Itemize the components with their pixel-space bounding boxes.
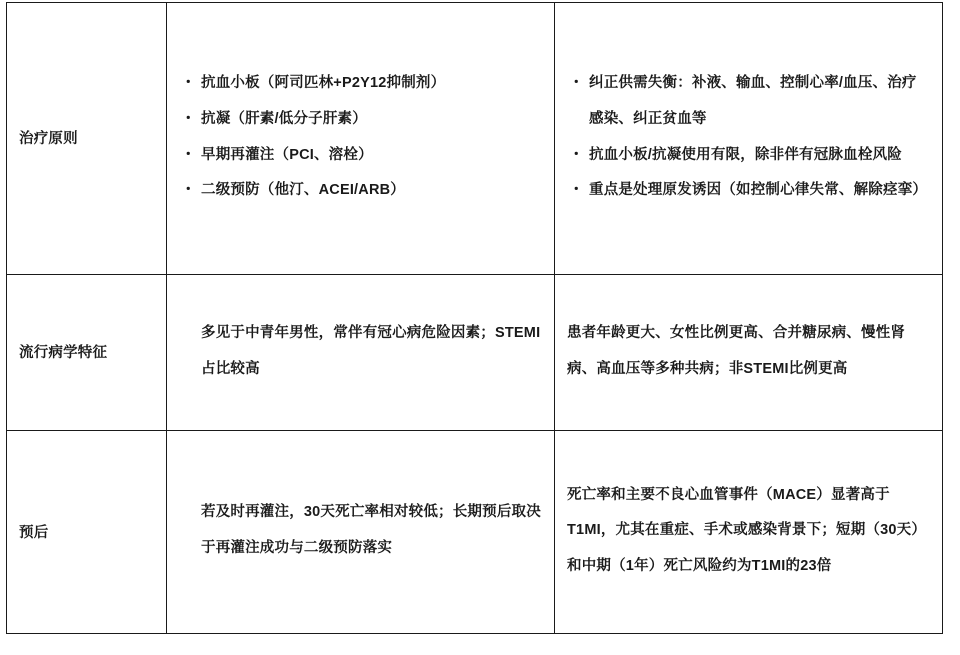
table-row xyxy=(7,275,943,431)
bullet-icon: ・ xyxy=(181,110,196,127)
list-item-text: 抗血小板（阿司匹林+P2Y12抑制剂） xyxy=(201,75,446,92)
list-item xyxy=(179,102,542,138)
bullet-icon: ・ xyxy=(181,75,196,92)
bullet-icon: ・ xyxy=(181,146,196,163)
table-row xyxy=(7,431,943,634)
bullet-list xyxy=(567,66,930,208)
list-item-text: 抗凝（肝素/低分子肝素） xyxy=(201,110,367,127)
cell-text: 死亡率和主要不良心血管事件（MACE）显著高于T1MI，尤其在重症、手术或感染背景下；短期（30天）和中期（1年）死亡风险约为T1MI的23倍 xyxy=(567,486,927,574)
list-item-text: 纠正供需失衡：补液、输血、控制心率/血压、治疗感染、纠正贫血等 xyxy=(589,75,917,127)
list-item-text: 二级预防（他汀、ACEI/ARB） xyxy=(201,182,405,199)
list-item-text: 早期再灌注（PCI、溶栓） xyxy=(201,146,373,163)
row-label-epidemiology: 流行病学特征 xyxy=(7,275,167,431)
cell-t2mi-epidemiology xyxy=(555,275,943,431)
list-item xyxy=(179,173,542,209)
list-item-text: 抗血小板/抗凝使用有限，除非伴有冠脉血栓风险 xyxy=(589,146,902,163)
row-label-treatment-principles: 治疗原则 xyxy=(7,3,167,275)
list-item xyxy=(179,138,542,174)
row-label-prognosis: 预后 xyxy=(7,431,167,634)
cell-t1mi-treatment-principles xyxy=(167,3,555,275)
cell-text: 若及时再灌注，30天死亡率相对较低；长期预后取决于再灌注成功与二级预防落实 xyxy=(201,504,541,556)
cell-text: 患者年龄更大、女性比例更高、合并糖尿病、慢性肾病、高血压等多种共病；非STEMI比例更高 xyxy=(567,324,906,377)
bullet-icon: ・ xyxy=(569,146,584,163)
cell-t2mi-prognosis xyxy=(555,431,943,634)
cell-text: 多见于中青年男性，常伴有冠心病危险因素；STEMI 占比较高 xyxy=(201,324,541,377)
cell-t1mi-epidemiology xyxy=(167,275,555,431)
list-item xyxy=(567,66,930,137)
cell-t1mi-prognosis xyxy=(167,431,555,634)
list-item-text: 重点是处理原发诱因（如控制心律失常、解除痉挛） xyxy=(589,182,928,199)
bullet-list xyxy=(179,66,542,208)
list-item xyxy=(567,138,930,174)
list-item xyxy=(179,66,542,102)
cell-t2mi-treatment-principles xyxy=(555,3,943,275)
bullet-icon: ・ xyxy=(569,182,584,199)
bullet-icon: ・ xyxy=(181,182,196,199)
table-row xyxy=(7,3,943,275)
list-item xyxy=(567,173,930,209)
bullet-icon: ・ xyxy=(569,75,584,92)
comparison-table xyxy=(6,2,943,634)
